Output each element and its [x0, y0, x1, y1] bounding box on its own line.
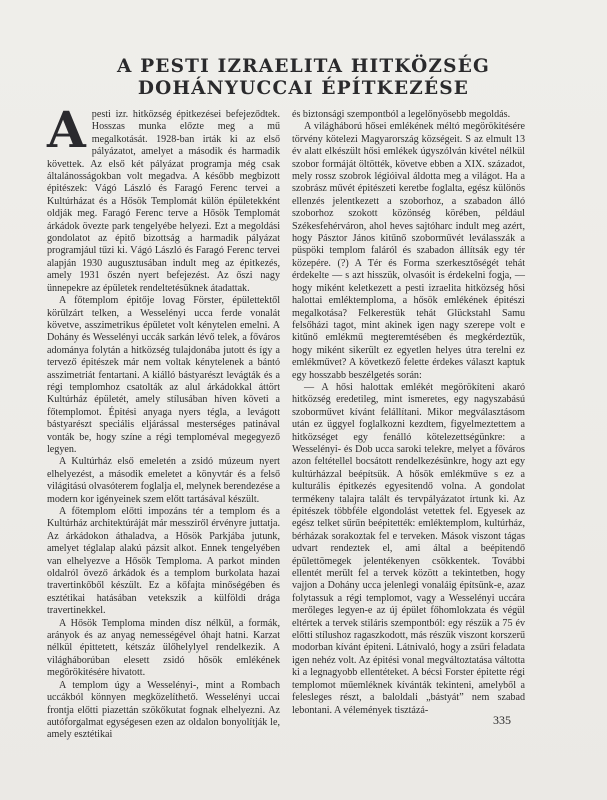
- paragraph: és biztonsági szempontból a legelőnyösebb megoldás.: [292, 109, 511, 120]
- paragraph-text: pesti izr. hitközség épitkezései befejeződtek. Hosszas munka előzte meg a mű megalkotását. 1928-ban irták ki az első pályázatot, amelyet a második és harmadik követtek. Az első két pályázat programja még csak általánosságokban volt megadva. A később megbizott épitészek: Vágó László és Faragó Ferenc tervei a Kultúrházat és a Hősök Templomát külön épületekként oldják meg. Faragó Ferenc terve a Hősök Templomát árkádok övezte park tengelyébe helyezi. Ezt a megoldási gondolatot az épitő bizottság a harmadik pályázat programjául tűzi ki. Vágó László és Faragó Ferenc tervei alapján 1930 augusztusában indult meg az épitkezés, amely 1931 őszén nyert befejezést. Az őszi nagy ünnepekre az épületek rendeltetésüknek átadattak.: [47, 109, 280, 294]
- paragraph: — A hősi halottak emlékét megörökíteni akaró hitközség eredetileg, mint ismeretes, egy nagyszabású szoborművet kívánt felállítani. Mikor megválasztásom után ez üggyel foglalkozni kezdtem, figyelmeztettem a hitközséget egy fenálló kötelezettségünkre: a Wesselényi- és Dob ucca saroki telekre, melyet a főváros azon feltétellel bocsátott rendelkezésünkre, hogy azt egy kultúrházzal beépítsük. A hősök emlékműve s ez a kulturális épitkezés egyesitendő volna. A gondolat termékeny talajra talált és tervpályázatot írtunk ki. Az épitészek többféle elgondolást vetettek fel. Egyesek az egész telket sűrűn beépitették: emléktemplom, kultúrház, bérházak sorakoztak fel e terveken. Mások viszont tágas udvart rendeztek el, ami által a beépitendő épülettömegek jelentékenyen csökkentek. További ellentét merült fel a tervek között a tekintetben, hogy vajjon a Dohány ucca jelenlegi vonaláig építsünk-e, azaz folytassuk a régi templomot, vagy a Wesselényi uccára merőleges legyen-e az új épület főhomlokzata és végül eltértek a tervek stiláris szempontból: egy részük a 75 év előtti stílushoz ragaszkodott, más részük viszont korszerű modorban kívánt épiteni. Látnivaló, hogy a zsűri feladata igen nehéz volt. Az épitési vonal megváltoztatása váltotta ki a legnagyobb ellentéteket. A bécsi Forster épitette régi templomot műemléknek kívánták tekinteni, amelyből a felesleges részt, a baloldali „bástyát” nem szabad lebontani. A vélemények tisztázá-: [292, 381, 525, 716]
- paragraph: A főtemplom előtti impozáns tér a templom és a Kultúrház architektúráját már messziről érvényre juttatja. Az árkádokon áthaladva, a Hősök Parkjába jutunk, amelyet téglalap alakú pázsit alkot. Ennek tengelyében van elhelyezve a Hősök Temploma. A parkot minden oldalról övező árkádok és a templom burkolata hazai travertinkőből készült. Ez a kőfajta minőségében és esztétikai hatásában vetekszik a külföldi drága travertinekkel.: [47, 506, 280, 617]
- paragraph: A Kultúrház első emeletén a zsidó múzeum nyert elhelyezést, a második emeletet a könyvtár és a felső világitású olvasóterem foglalja el, melynek berendezése a modern kor igényeinek szem előtt tartásával készült.: [47, 456, 280, 505]
- left-column: [47, 100, 280, 742]
- paragraph: [47, 100, 280, 295]
- article-title-line-2: DOHÁNYUCCAI ÉPÍTKEZÉSE: [137, 78, 470, 99]
- page-number: 335: [493, 713, 511, 727]
- paragraph: A Hősök Temploma minden dísz nélkül, a formák, arányok és az anyag nemességével óhajt hatni. Karzat nélkül épittetett, kétszáz ülőhelylyel rendelkezik. A világháborúban elesett zsidó hősök emlékének megörökitésére hivatott.: [47, 617, 280, 679]
- paragraph: A templom úgy a Wesselényi-, mint a Rombach uccákból könnyen megközelíthető. Wesselényi uccai frontja előtti piazettán szökőkutat fognak elhelyezni. Az autóforgalmat egységesen ezen az oldalon bonyolítják le, amely esztétikai: [47, 679, 280, 741]
- right-column: [292, 109, 525, 717]
- article-title: [60, 56, 547, 100]
- paragraph: A főtemplom épitője lovag Förster, épülettektől körülzárt telken, a Wesselényi ucca ferde vonalát követve, asszimetrikus épületet volt kénytelen emelni. A Dohány és Wesselényi uccák sarkán lévő telek, a főváros adománya folytán a hitközség tulajdonába jutott és így a tervező épitészek már nem voltak kénytelenek a bántó asszimetriát fentartani. A kiálló bástyarészt levágták és a régi templomhoz csatolták az alul árkádokkal áttört Kultúrház épületét, amely stílusában híven követi a főtemplomot. Épitési anyaga nyers tégla, a levágott bástyarészt speciális eljárással mesterséges patinával vonták be, hogy színe a régi temploméval megegyező legyen.: [47, 295, 280, 455]
- drop-cap: A: [47, 100, 86, 159]
- article-title-line-1: A PESTI IZRAELITA HITKÖZSÉG: [117, 56, 490, 77]
- paragraph: A világháború hősei emlékének méltó megörökitésére törvény kötelezi Magyarország községeit. S az elmult 13 év alatt elkészült hősi emlékek úgyszólván kivétel nélkül szobor formáját öltötték, követve ebben a XIX. századot, mely rossz szobrok légióival áldotta meg a világot. Ha a szobrász művét épitészeti keretbe foglalta, egész különös ellenzés jelentkezett a szoborhoz, a szabadon álló szoborhoz szokott közönség körében, például Székesfehérváron, ahol heves sajtóharc indult meg azért, hogy Pásztor János kitűnő szoborművét leválasszák a püspöki templom faláról és szabadon állítsák egy tér közepére. (?) A Tér és Forma szerkesztőségét tehát érdekelte — s azt hisszük, olvasóit is érdekelni fogja, — hogy miként keletkezett a pesti izraelita hitközség hősi halottai emléktemploma, a hősök emlékének épitészi megalkotása? Felkerestük tehát Glückstahl Samu felsőházi tagot, mint akinek igen nagy szerepe volt e kitűnő emlékmű megteremtésében és megkérdeztük, hogy miként sikerült ez egyetlen helyes útra terelni ez emlékművet? A következő felette érdekes választ kaptuk egy hosszabb beszélgetés során:: [292, 121, 525, 381]
